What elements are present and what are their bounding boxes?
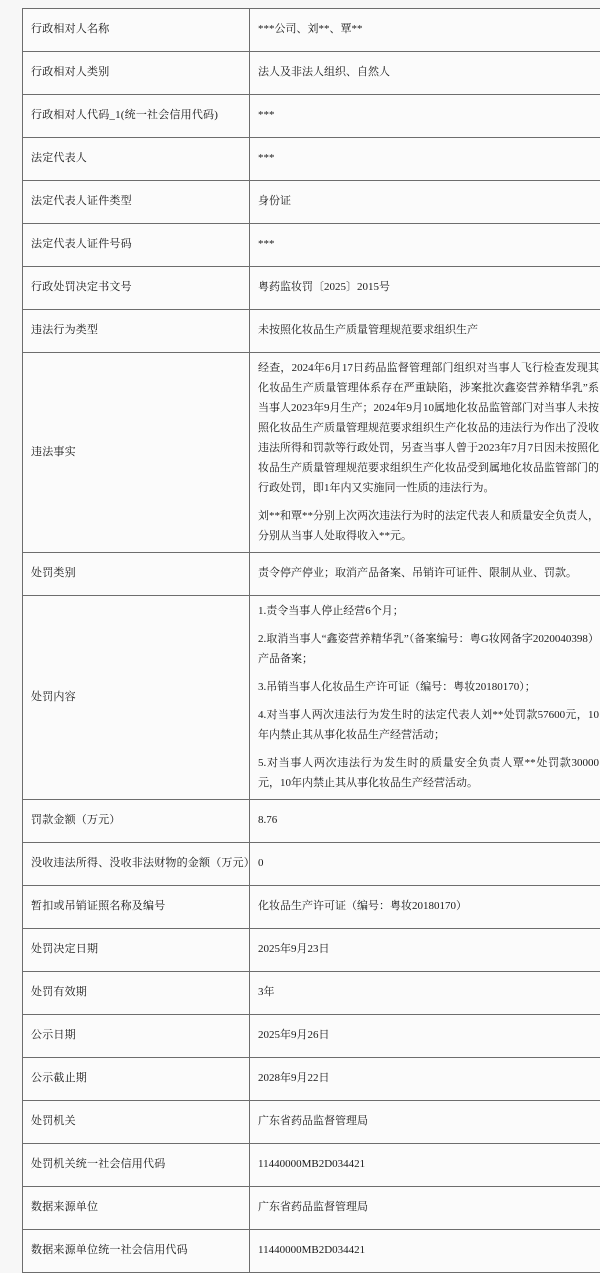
table-row bbox=[23, 267, 600, 310]
penalty-content-item-4: 4.对当事人两次违法行为发生时的法定代表人刘**处罚款57600元，10年内禁止其从事化妆品生产经营活动； bbox=[258, 705, 599, 745]
table-row bbox=[23, 929, 600, 972]
table-row bbox=[23, 310, 600, 353]
row-value-legal-representative: *** bbox=[250, 138, 600, 181]
table-row bbox=[23, 1230, 600, 1273]
penalty-content-item-1: 1.责令当事人停止经营6个月； bbox=[258, 601, 599, 621]
table-body bbox=[23, 9, 600, 1273]
row-label-confiscation-amount: 没收违法所得、没收非法财物的金额（万元） bbox=[23, 843, 250, 886]
row-value-publish-end-date: 2028年9月22日 bbox=[250, 1058, 600, 1101]
row-value-entity-category: 法人及非法人组织、自然人 bbox=[250, 52, 600, 95]
table-row bbox=[23, 95, 600, 138]
row-label-violation-type: 违法行为类型 bbox=[23, 310, 250, 353]
table-row bbox=[23, 1187, 600, 1230]
row-label-fine-amount: 罚款金额（万元） bbox=[23, 800, 250, 843]
row-label-entity-code: 行政相对人代码_1(统一社会信用代码) bbox=[23, 95, 250, 138]
row-label-penalty-category: 处罚类别 bbox=[23, 553, 250, 596]
table-row bbox=[23, 1101, 600, 1144]
table-row bbox=[23, 886, 600, 929]
table-row bbox=[23, 52, 600, 95]
table-row bbox=[23, 972, 600, 1015]
table-row bbox=[23, 800, 600, 843]
row-label-publish-end-date: 公示截止期 bbox=[23, 1058, 250, 1101]
row-value-penalty-content bbox=[250, 596, 600, 800]
table-row bbox=[23, 9, 600, 52]
row-value-validity-period: 3年 bbox=[250, 972, 600, 1015]
table-row bbox=[23, 1015, 600, 1058]
row-value-violation-facts bbox=[250, 353, 600, 553]
row-value-authority-credit-code: 11440000MB2D034421 bbox=[250, 1144, 600, 1187]
row-label-penalty-authority: 处罚机关 bbox=[23, 1101, 250, 1144]
row-value-entity-name: ***公司、刘**、覃** bbox=[250, 9, 600, 52]
row-value-violation-type: 未按照化妆品生产质量管理规范要求组织生产 bbox=[250, 310, 600, 353]
table-row-penalty-content bbox=[23, 596, 600, 800]
row-label-entity-name: 行政相对人名称 bbox=[23, 9, 250, 52]
row-value-id-number: *** bbox=[250, 224, 600, 267]
table-row bbox=[23, 181, 600, 224]
row-value-suspended-license: 化妆品生产许可证（编号：粤妆20180170） bbox=[250, 886, 600, 929]
row-value-data-source-unit: 广东省药品监督管理局 bbox=[250, 1187, 600, 1230]
violation-facts-paragraph-2: 刘**和覃**分别上次两次违法行为时的法定代表人和质量安全负责人，分别从当事人处取得收入**元。 bbox=[258, 506, 599, 546]
row-label-data-source-credit-code: 数据来源单位统一社会信用代码 bbox=[23, 1230, 250, 1273]
row-value-id-type: 身份证 bbox=[250, 181, 600, 224]
penalty-content-item-5: 5.对当事人两次违法行为发生时的质量安全负责人覃**处罚款30000元，10年内禁止其从事化妆品生产经营活动。 bbox=[258, 753, 599, 793]
table-row bbox=[23, 553, 600, 596]
row-label-id-type: 法定代表人证件类型 bbox=[23, 181, 250, 224]
row-value-data-source-credit-code: 11440000MB2D034421 bbox=[250, 1230, 600, 1273]
row-label-authority-credit-code: 处罚机关统一社会信用代码 bbox=[23, 1144, 250, 1187]
violation-facts-paragraph-1: 经查，2024年6月17日药品监督管理部门组织对当事人飞行检查发现其化妆品生产质量管理体系存在严重缺陷，涉案批次鑫姿营养精华乳”系当事人2023年9月生产；2024年9月10属地化妆品监管部门对当事人未按照化妆品生产质量管理规范要求组织生产化妆品的违法行为作出了没收违法所得和罚款等行政处罚，另查当事人曾于2023年7月7日因未按照化妆品生产质量管理规范要求组织生产化妆品受到属地化妆品监管部门的行政处罚，即1年内又实施同一性质的违法行为。 bbox=[258, 358, 599, 498]
penalty-content-item-3: 3.吊销当事人化妆品生产许可证（编号：粤妆20180170）； bbox=[258, 677, 599, 697]
table-row bbox=[23, 138, 600, 181]
row-label-data-source-unit: 数据来源单位 bbox=[23, 1187, 250, 1230]
row-label-violation-facts: 违法事实 bbox=[23, 353, 250, 553]
row-label-penalty-content: 处罚内容 bbox=[23, 596, 250, 800]
row-value-penalty-authority: 广东省药品监督管理局 bbox=[250, 1101, 600, 1144]
row-value-entity-code: *** bbox=[250, 95, 600, 138]
row-label-suspended-license: 暂扣或吊销证照名称及编号 bbox=[23, 886, 250, 929]
row-label-legal-representative: 法定代表人 bbox=[23, 138, 250, 181]
administrative-penalty-table bbox=[22, 8, 600, 1273]
row-label-entity-category: 行政相对人类别 bbox=[23, 52, 250, 95]
table-row bbox=[23, 843, 600, 886]
table-row bbox=[23, 1144, 600, 1187]
table-row bbox=[23, 224, 600, 267]
row-value-decision-date: 2025年9月23日 bbox=[250, 929, 600, 972]
row-label-publish-date: 公示日期 bbox=[23, 1015, 250, 1058]
row-value-decision-number: 粤药监妆罚〔2025〕2015号 bbox=[250, 267, 600, 310]
row-label-id-number: 法定代表人证件号码 bbox=[23, 224, 250, 267]
table-row-violation-facts bbox=[23, 353, 600, 553]
row-label-decision-date: 处罚决定日期 bbox=[23, 929, 250, 972]
row-label-validity-period: 处罚有效期 bbox=[23, 972, 250, 1015]
penalty-content-item-2: 2.取消当事人“鑫姿营养精华乳”（备案编号：粤G妆网备字2020040398）产品备案； bbox=[258, 629, 599, 669]
row-value-fine-amount: 8.76 bbox=[250, 800, 600, 843]
row-value-confiscation-amount: 0 bbox=[250, 843, 600, 886]
row-value-publish-date: 2025年9月26日 bbox=[250, 1015, 600, 1058]
row-label-decision-number: 行政处罚决定书文号 bbox=[23, 267, 250, 310]
table-row bbox=[23, 1058, 600, 1101]
record-table-container bbox=[22, 8, 575, 1273]
row-value-penalty-category: 责令停产停业；取消产品备案、吊销许可证件、限制从业、罚款。 bbox=[250, 553, 600, 596]
